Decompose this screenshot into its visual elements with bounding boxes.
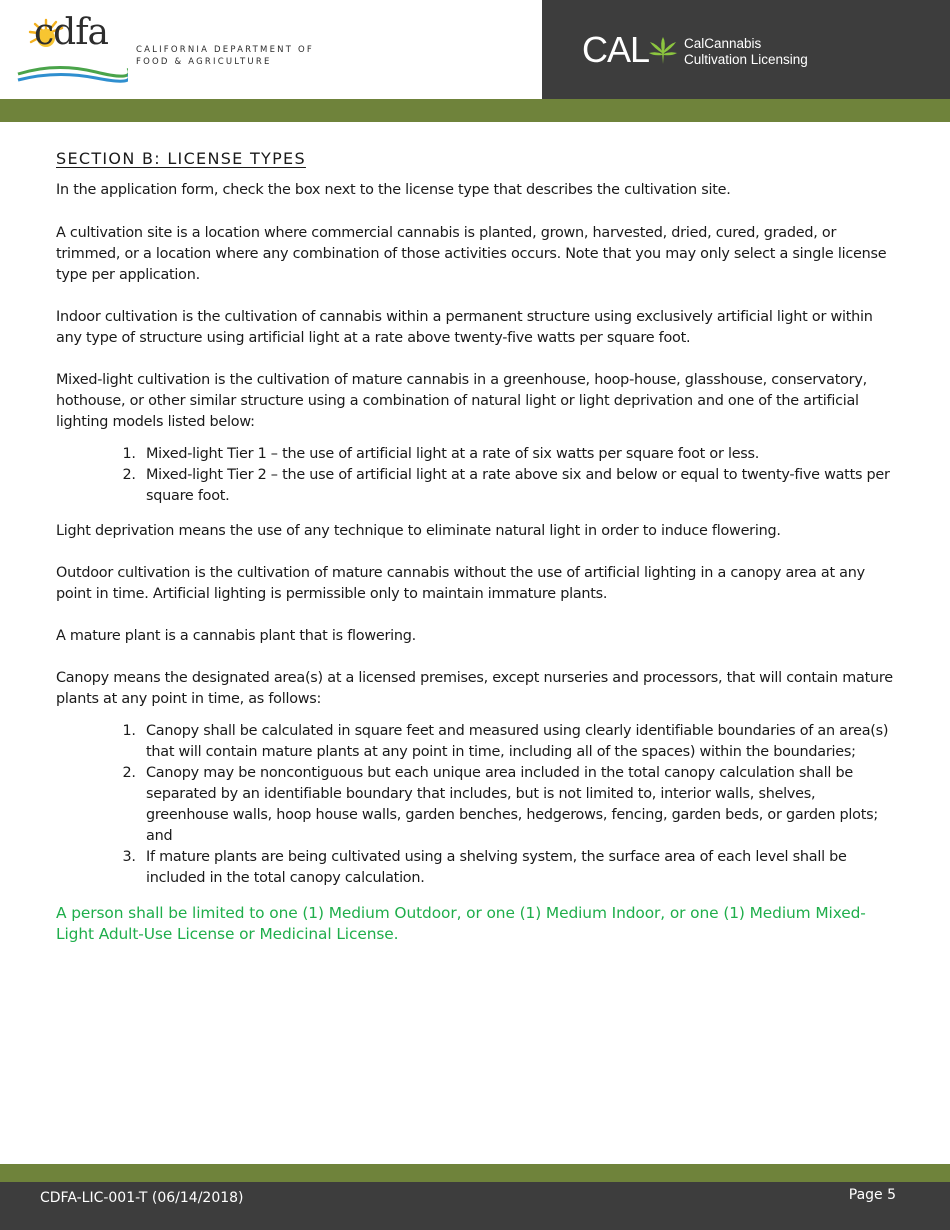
outdoor-paragraph: Outdoor cultivation is the cultivation of mature cannabis without the use of artificial lighting in a canopy area at any point in time. Artificial lighting is permissible only to maintain immature plants. xyxy=(56,565,865,602)
cultivation-site-paragraph: A cultivation site is a location where commercial cannabis is planted, grown, harvested, dried, cured, graded, or trimmed, or a location where any combination of those activities occurs. Note that you may only select a single license type per application. xyxy=(56,225,887,283)
mature-plant-paragraph: A mature plant is a cannabis plant that is flowering. xyxy=(56,628,416,644)
page-header xyxy=(0,0,950,99)
cdfa-department-name xyxy=(136,44,314,68)
list-item: 1. Canopy shall be calculated in square feet and measured using clearly identifiable boundaries of an area(s) that will contain mature plants at any point in time, including all of the spaces) within the boundaries; xyxy=(140,721,896,763)
calcannabis-name xyxy=(684,36,808,68)
canopy-paragraph: Canopy means the designated area(s) at a licensed premises, except nurseries and processors, that will contain mature plants at any point in time, as follows: xyxy=(56,670,893,707)
list-item: 2. Mixed-light Tier 2 – the use of artificial light at a rate above six and below or equal to twenty-five watts per square foot. xyxy=(140,465,896,507)
section-content xyxy=(56,148,896,945)
indoor-paragraph: Indoor cultivation is the cultivation of cannabis within a permanent structure using exclusively artificial light or within any type of structure using artificial light at a rate above twenty-five watts per square foot. xyxy=(56,309,873,346)
cal-name-line1: CalCannabis xyxy=(684,36,762,51)
calcannabis-brand xyxy=(542,0,950,99)
footer-green-band xyxy=(0,1164,950,1182)
cdfa-brand xyxy=(0,0,542,99)
cdfa-name-line2: FOOD & AGRICULTURE xyxy=(136,57,272,67)
cannabis-leaf-icon xyxy=(648,36,678,66)
list-item: 3. If mature plants are being cultivated using a shelving system, the surface area of each level shall be included in the total canopy calculation. xyxy=(140,847,896,889)
mixed-light-paragraph: Mixed-light cultivation is the cultivation of mature cannabis in a greenhouse, hoop-house, glasshouse, conservatory, hothouse, or other similar structure using a combination of natural light or light deprivation and one of the artificial lighting models listed below: xyxy=(56,372,867,430)
cdfa-name-line1: CALIFORNIA DEPARTMENT OF xyxy=(136,45,314,55)
intro-paragraph: In the application form, check the box next to the license type that describes the cultivation site. xyxy=(56,182,731,198)
light-deprivation-paragraph: Light deprivation means the use of any technique to eliminate natural light in order to induce flowering. xyxy=(56,523,781,539)
canopy-rules-list xyxy=(56,721,896,889)
list-item: 1. Mixed-light Tier 1 – the use of artificial light at a rate of six watts per square foot or less. xyxy=(140,444,896,465)
form-code: CDFA-LIC-001-T (06/14/2018) xyxy=(40,1190,244,1206)
license-limit-notice: A person shall be limited to one (1) Medium Outdoor, or one (1) Medium Indoor, or one (1) Medium Mixed-Light Adult-Use License or Medicinal License. xyxy=(56,904,866,943)
cdfa-wordmark: cdfa xyxy=(34,12,108,53)
mixed-light-tier-list xyxy=(56,444,896,507)
page-number: Page 5 xyxy=(848,1187,896,1203)
cal-wordmark: CAL xyxy=(582,29,650,70)
header-green-band xyxy=(0,99,950,122)
section-title: SECTION B: LICENSE TYPES xyxy=(56,149,306,168)
cal-name-line2: Cultivation Licensing xyxy=(684,52,808,67)
list-item: 2. Canopy may be noncontiguous but each unique area included in the total canopy calculation shall be separated by an identifiable boundary that includes, but is not limited to, interior walls, shelves, greenhouse walls, hoop house walls, garden benches, hedgerows, fencing, garden beds, or garden plots; and xyxy=(140,763,896,847)
